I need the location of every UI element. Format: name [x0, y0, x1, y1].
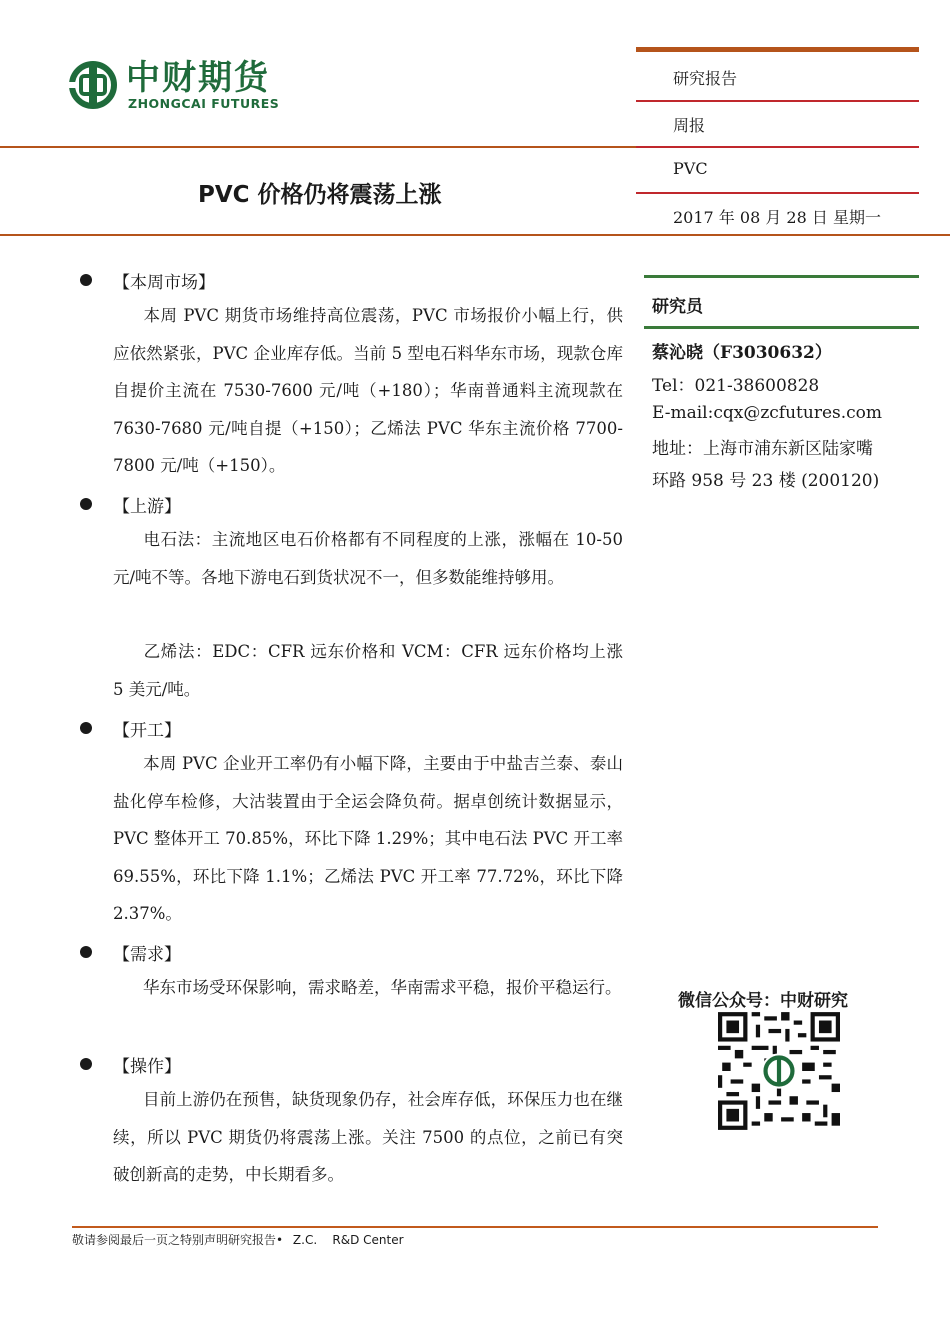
footer-org-text: Z.C. R&D Center — [292, 1233, 404, 1247]
bullet-icon — [80, 722, 92, 734]
analyst-name: 蔡沁晓（F3030632） — [652, 343, 832, 363]
section-label: 【需求】 — [113, 945, 181, 965]
section-paragraph: 本周 PVC 企业开工率仍有小幅下降，主要由于中盐吉兰泰、泰山盐化停车检修，大沽装置由于全运会降负荷。据卓创统计数据显示，PVC 整体开工 70.85%，环比下降 1.29%；其中电石法 PVC 开工率 69.55%，环比下降 1.1%；乙烯法 PVC 开工率 77.72%，环比下降 2.37%。 — [113, 754, 623, 923]
section-paragraph: 电石法：主流地区电石价格都有不同程度的上涨，涨幅在 10-50 元/吨不等。各地下游电石到货状况不一，但多数能维持够用。 — [113, 530, 623, 587]
bullet-icon — [80, 946, 92, 958]
section-paragraph: 本周 PVC 期货市场维持高位震荡，PVC 市场报价小幅上行，供应依然紧张，PVC 企业库存低。当前 5 型电石料华东市场，现款仓库自提价主流在 7530-7600 元/吨（+180）；华南普通料主流现款在 7630-7680 元/吨自提（+150）；乙烯法 PVC 华东主流价格 7700-7800 元/吨（+150）。 — [113, 306, 623, 475]
header-divider — [636, 192, 919, 194]
zhongcai-logo-icon — [68, 60, 118, 110]
report-type: 研究报告 — [673, 69, 738, 88]
section-label: 【操作】 — [113, 1057, 181, 1077]
footer-rule — [72, 1226, 878, 1228]
section-paragraph: 华东市场受环保影响，需求略差，华南需求平稳，报价平稳运行。 — [143, 978, 622, 997]
section-label: 【开工】 — [113, 721, 181, 741]
company-logo — [68, 58, 298, 118]
header-top-bar — [636, 47, 919, 52]
header-divider — [636, 100, 919, 102]
analyst-email[interactable]: E-mail:cqx@zcfutures.com — [652, 403, 883, 423]
footer-notice — [72, 1231, 404, 1248]
section-paragraph: 目前上游仍在预售，缺货现象仍存，社会库存低，环保压力也在继续，所以 PVC 期货仍将震荡上涨。关注 7500 的点位，之前已有突破创新高的走势，中长期看多。 — [113, 1090, 623, 1184]
report-product: PVC — [673, 159, 708, 178]
sidebar-heading: 研究员 — [652, 297, 703, 317]
wechat-label: 微信公众号：中财研究 — [678, 991, 848, 1011]
analyst-tel: Tel：021-38600828 — [652, 376, 820, 396]
report-period: 周报 — [673, 116, 706, 135]
section-label: 【本周市场】 — [113, 273, 215, 293]
report-date: 2017 年 08 月 28 日 星期一 — [673, 208, 881, 227]
bullet-icon — [80, 498, 92, 510]
header-bottom-rule — [0, 234, 950, 236]
address-line-2: 环路 958 号 23 楼 (200120) — [652, 471, 880, 491]
bullet-icon — [80, 274, 92, 286]
logo-chinese-name: 中财期货 — [126, 58, 270, 98]
header-left-rule — [0, 146, 636, 148]
section-paragraph: 乙烯法：EDC：CFR 远东价格和 VCM：CFR 远东价格均上涨 5 美元/吨。 — [113, 642, 623, 699]
footer-disclaimer-text: 敬请参阅最后一页之特别声明研究报告• — [72, 1233, 284, 1247]
sidebar-top-rule — [644, 275, 919, 278]
page-title: PVC 价格仍将震荡上涨 — [198, 182, 442, 208]
bullet-icon — [80, 1058, 92, 1070]
header-divider — [636, 146, 919, 148]
section-label: 【上游】 — [113, 497, 181, 517]
wechat-qr-code-icon[interactable] — [718, 1012, 840, 1130]
sidebar-heading-rule — [644, 326, 919, 329]
address-line-1: 地址：上海市浦东新区陆家嘴 — [652, 439, 873, 459]
logo-english-name: ZHONGCAI FUTURES — [128, 96, 280, 111]
